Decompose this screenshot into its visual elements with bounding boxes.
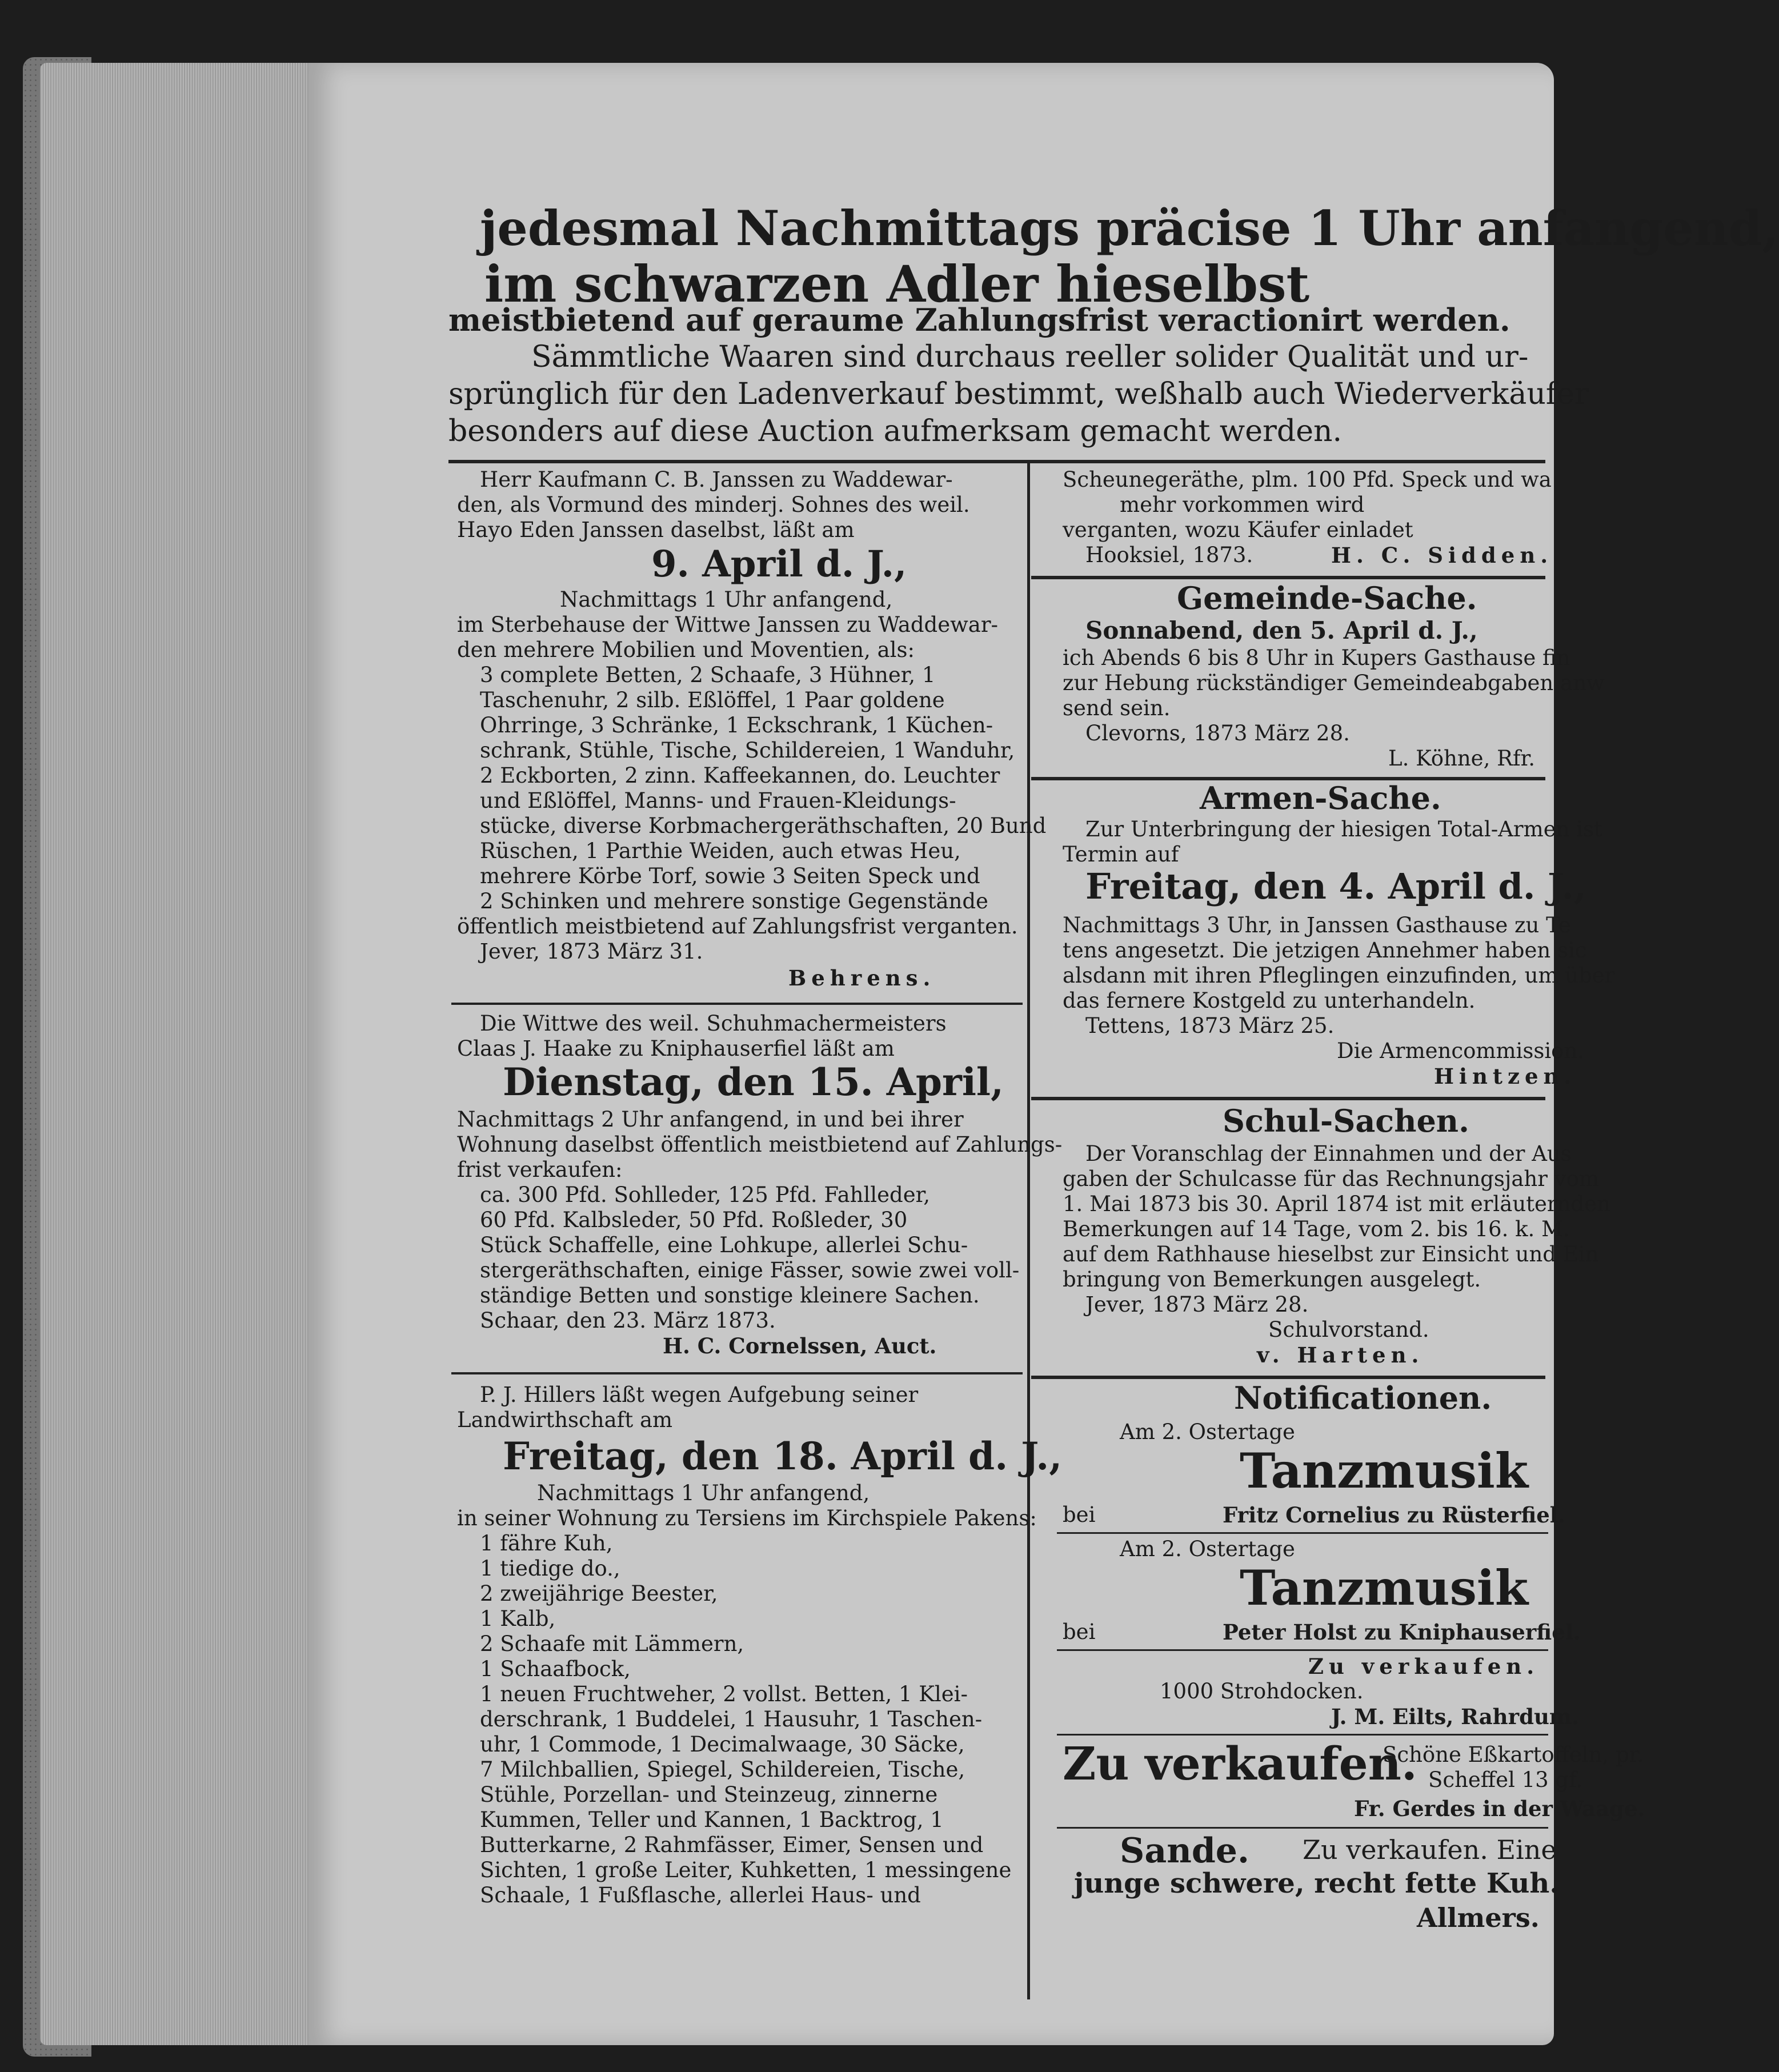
notif-tanz2: Tanzmusik — [1240, 1560, 1529, 1616]
armen-line: Zur Unterbringung der hiesigen Total-Armen ist — [1085, 817, 1602, 841]
ad1-date: 9. April d. J., — [651, 543, 907, 586]
notif-tanz1-bei: bei — [1063, 1502, 1096, 1527]
ad3-line: Nachmittags 1 Uhr anfangend, — [537, 1481, 870, 1505]
ad1-line: Ohrringe, 3 Schränke, 1 Eckschrank, 1 Küchen- — [480, 713, 993, 738]
right-top-line: verganten, wozu Käufer einladet — [1063, 518, 1413, 542]
ad2-line: Die Wittwe des weil. Schuhmachermeisters — [480, 1011, 947, 1036]
ad3-line: Stühle, Porzellan- und Steinzeug, zinnerne — [480, 1782, 938, 1807]
sande-signature: Allmers. — [1417, 1902, 1540, 1933]
notif-tanz2-pre: Am 2. Ostertage — [1120, 1537, 1295, 1561]
sande-line: Zu verkaufen. Eine — [1303, 1834, 1557, 1865]
ad3-line: in seiner Wohnung zu Tersiens im Kirchspiele Pakens: — [457, 1506, 1037, 1530]
ad1-line: und Eßlöffel, Manns- und Frauen-Kleidungs- — [480, 788, 956, 813]
ad1-line: stücke, diverse Korbmachergeräthschaften, 20 Bund — [480, 813, 1047, 838]
schul-signature: Schulvorstand. — [1268, 1317, 1429, 1342]
right-top-line: Scheunegeräthe, plm. 100 Pfd. Speck und wa — [1063, 467, 1552, 492]
ad3-line: 1 fähre Kuh, — [480, 1531, 613, 1556]
gemeinde-line: ich Abends 6 bis 8 Uhr in Kupers Gasthause fin — [1063, 646, 1570, 670]
sale-head: Zu verkaufen. — [1308, 1654, 1540, 1679]
newspaper-page — [308, 63, 1779, 2045]
ad-separator — [1057, 1827, 1548, 1829]
ad3-line: Butterkarne, 2 Rahmfässer, Eimer, Sensen und — [480, 1833, 984, 1857]
ad1-line: Herr Kaufmann C. B. Janssen zu Waddewar- — [480, 467, 953, 492]
schul-line: bringung von Bemerkungen ausgelegt. — [1063, 1267, 1481, 1292]
sande-head: Sande. — [1120, 1831, 1249, 1871]
schul-line: Der Voranschlag der Einnahmen und der Aus — [1085, 1141, 1572, 1166]
ad2-line: Claas J. Haake zu Kniphauserfiel läßt am — [457, 1036, 895, 1061]
notif-tanz1: Tanzmusik — [1240, 1442, 1529, 1499]
armen-line: das fernere Kostgeld zu unterhandeln. — [1063, 988, 1476, 1013]
ad2-line: ca. 300 Pfd. Sohlleder, 125 Pfd. Fahlleder, — [480, 1183, 930, 1207]
section-rule — [1031, 1376, 1545, 1379]
notif-title: Notificationen. — [1234, 1380, 1492, 1416]
ad3-line: Sichten, 1 große Leiter, Kuhketten, 1 messingene — [480, 1858, 1012, 1882]
ad2-date: Dienstag, den 15. April, — [503, 1060, 1004, 1104]
gemeinde-line: Clevorns, 1873 März 28. — [1085, 721, 1350, 746]
ad3-line: P. J. Hillers läßt wegen Aufgebung seiner — [480, 1382, 919, 1407]
ad2-line: stergeräthschaften, einige Fässer, sowie zwei voll- — [480, 1258, 1020, 1283]
header-rule — [448, 460, 1545, 463]
ad2-line: 60 Pfd. Kalbsleder, 50 Pfd. Roßleder, 30 — [480, 1208, 908, 1232]
schul-line: Bemerkungen auf 14 Tage, vom 2. bis 16. k. M. — [1063, 1217, 1570, 1241]
schul-line: 1. Mai 1873 bis 30. April 1874 ist mit erläuternden — [1063, 1192, 1610, 1216]
ad1-line: 2 Schinken und mehrere sonstige Gegenstände — [480, 889, 988, 913]
armen-line: tens angesetzt. Die jetzigen Annehmer haben sic — [1063, 938, 1587, 963]
ad3-line: 1 Kalb, — [480, 1606, 556, 1631]
armen-date: Freitag, den 4. April d. J., — [1085, 865, 1586, 907]
column-rule — [1027, 463, 1030, 1999]
right-top-place: Hooksiel, 1873. — [1085, 543, 1253, 567]
schul-line: Jever, 1873 März 28. — [1085, 1292, 1309, 1317]
notif-tanz1-who: Fritz Cornelius zu Rüsterfiel. — [1223, 1502, 1565, 1528]
ad2-line: Schaar, den 23. März 1873. — [480, 1308, 776, 1333]
sande-line: junge schwere, recht fette Kuh. — [1074, 1867, 1560, 1899]
ad3-line: 1 tiedige do., — [480, 1556, 620, 1581]
ad1-line: Hayo Eden Janssen daselbst, läßt am — [457, 518, 855, 542]
ad3-line: Schaale, 1 Fußflasche, allerlei Haus- und — [480, 1883, 921, 1907]
notif-tanz1-pre: Am 2. Ostertage — [1120, 1420, 1295, 1444]
gemeinde-line: send sein. — [1063, 696, 1171, 720]
armen-line: Tettens, 1873 März 25. — [1085, 1013, 1335, 1038]
ad1-line: Rüschen, 1 Parthie Weiden, auch etwas Heu, — [480, 839, 961, 863]
header-line-6: besonders auf diese Auction aufmerksam gemacht werden. — [448, 414, 1342, 448]
ad2-line: Stück Schaffelle, eine Lohkupe, allerlei Schu- — [480, 1233, 968, 1257]
header-line-2: im schwarzen Adler hieselbst — [484, 254, 1310, 314]
ad1-line: öffentlich meistbietend auf Zahlungsfrist verganten. — [457, 914, 1018, 939]
ad1-line: schrank, Stühle, Tische, Schildereien, 1 Wanduhr, — [480, 738, 1015, 763]
armen-line: Nachmittags 3 Uhr, in Janssen Gasthause zu Te — [1063, 913, 1571, 937]
notif-tanz2-who: Peter Holst zu Kniphauserfiel. — [1223, 1620, 1581, 1645]
ad1-line: Nachmittags 1 Uhr anfangend, — [560, 587, 893, 612]
gemeinde-title: Gemeinde-Sache. — [1177, 580, 1477, 616]
gemeinde-signature: L. Köhne, Rfr. — [1388, 746, 1536, 771]
header-line-3: meistbietend auf geraume Zahlungsfrist veractionirt werden. — [448, 302, 1510, 338]
section-rule — [1031, 1097, 1545, 1100]
sale-signature: J. M. Eilts, Rahrdum. — [1331, 1704, 1579, 1729]
ad1-line: Taschenuhr, 2 silb. Eßlöffel, 1 Paar goldene — [480, 688, 945, 712]
ad2-line: frist verkaufen: — [457, 1157, 623, 1182]
gemeinde-line: zur Hebung rückständiger Gemeindeabgaben anw — [1063, 671, 1605, 695]
big-sale-head: Zu verkaufen. — [1063, 1737, 1417, 1790]
header-line-1: jedesmal Nachmittags präcise 1 Uhr anfangend, — [480, 200, 1779, 257]
ad-separator — [451, 1003, 1023, 1005]
armen-signature: Die Armencommission. — [1337, 1039, 1585, 1063]
header-line-5: sprünglich für den Ladenverkauf bestimmt, weßhalb auch Wiederverkäufer — [448, 377, 1589, 411]
big-sale-signature: Fr. Gerdes in der Waage. — [1354, 1796, 1645, 1821]
ad1-line: Jever, 1873 März 31. — [480, 939, 703, 964]
sale-item: 1000 Strohdocken. — [1160, 1679, 1364, 1704]
ad2-line: Nachmittags 2 Uhr anfangend, in und bei ihrer — [457, 1107, 964, 1132]
ad3-line: 2 zweijährige Beester, — [480, 1581, 718, 1606]
ad-separator — [1057, 1649, 1548, 1651]
ad3-line: uhr, 1 Commode, 1 Decimalwaage, 30 Säcke, — [480, 1732, 965, 1757]
ad3-line: 1 neuen Fruchtweher, 2 vollst. Betten, 1 Klei- — [480, 1682, 968, 1706]
ad-separator — [1057, 1532, 1548, 1534]
ad3-line: 1 Schaafbock, — [480, 1657, 631, 1681]
ad2-line: Wohnung daselbst öffentlich meistbietend auf Zahlungs- — [457, 1132, 1063, 1157]
ad1-line: mehrere Körbe Torf, sowie 3 Seiten Speck und — [480, 864, 980, 888]
ad1-line: im Sterbehause der Wittwe Janssen zu Waddewar- — [457, 612, 999, 637]
ad2-signature: H. C. Cornelssen, Auct. — [663, 1333, 937, 1358]
ad3-line: 2 Schaafe mit Lämmern, — [480, 1632, 744, 1656]
armen-line: alsdann mit ihren Pfleglingen einzufinden, um über — [1063, 963, 1615, 988]
ad3-line: derschrank, 1 Buddelei, 1 Hausuhr, 1 Taschen- — [480, 1707, 983, 1732]
ad3-line: 7 Milchballien, Spiegel, Schildereien, Tische, — [480, 1757, 965, 1782]
gemeinde-date: Sonnabend, den 5. April d. J., — [1085, 616, 1478, 644]
schul-line: gaben der Schulcasse für das Rechnungsjahr vom — [1063, 1167, 1599, 1191]
big-sale-line: Schöne Eßkartoffeln, pr. — [1383, 1742, 1644, 1767]
ad1-line: den mehrere Mobilien und Moventien, als: — [457, 638, 915, 662]
right-top-signature: H. C. Sidden. — [1331, 543, 1553, 568]
armen-signature-name: Hintzen. — [1434, 1064, 1577, 1089]
schul-line: auf dem Rathhause hieselbst zur Einsicht und Ein — [1063, 1242, 1599, 1267]
book-page-edges — [40, 63, 326, 2045]
notif-tanz2-bei: bei — [1063, 1620, 1096, 1644]
ad2-line: ständige Betten und sonstige kleinere Sachen. — [480, 1283, 980, 1308]
header-line-4: Sämmtliche Waaren sind durchaus reeller solider Qualität und ur- — [531, 340, 1529, 374]
big-sale-line: Scheffel 13 gf. — [1428, 1768, 1583, 1792]
ad1-signature: Behrens. — [788, 965, 936, 991]
armen-line: Termin auf — [1063, 842, 1179, 867]
schul-signature-name: v. Harten. — [1257, 1342, 1424, 1368]
ad3-line: Kummen, Teller und Kannen, 1 Backtrog, 1 — [480, 1808, 944, 1832]
ad1-line: 3 complete Betten, 2 Schaafe, 3 Hühner, 1 — [480, 663, 936, 687]
section-rule — [1031, 576, 1545, 579]
ad1-line: den, als Vormund des minderj. Sohnes des weil. — [457, 492, 970, 517]
armen-title: Armen-Sache. — [1200, 780, 1441, 816]
schul-title: Schul-Sachen. — [1223, 1103, 1469, 1139]
ad1-line: 2 Eckborten, 2 zinn. Kaffeekannen, do. Leuchter — [480, 763, 1000, 788]
right-top-line: mehr vorkommen wird — [1120, 492, 1365, 517]
ad3-date: Freitag, den 18. April d. J., — [503, 1434, 1063, 1478]
ad-separator — [451, 1372, 1023, 1374]
ad-separator — [1057, 1734, 1548, 1736]
ad3-line: Landwirthschaft am — [457, 1408, 673, 1432]
